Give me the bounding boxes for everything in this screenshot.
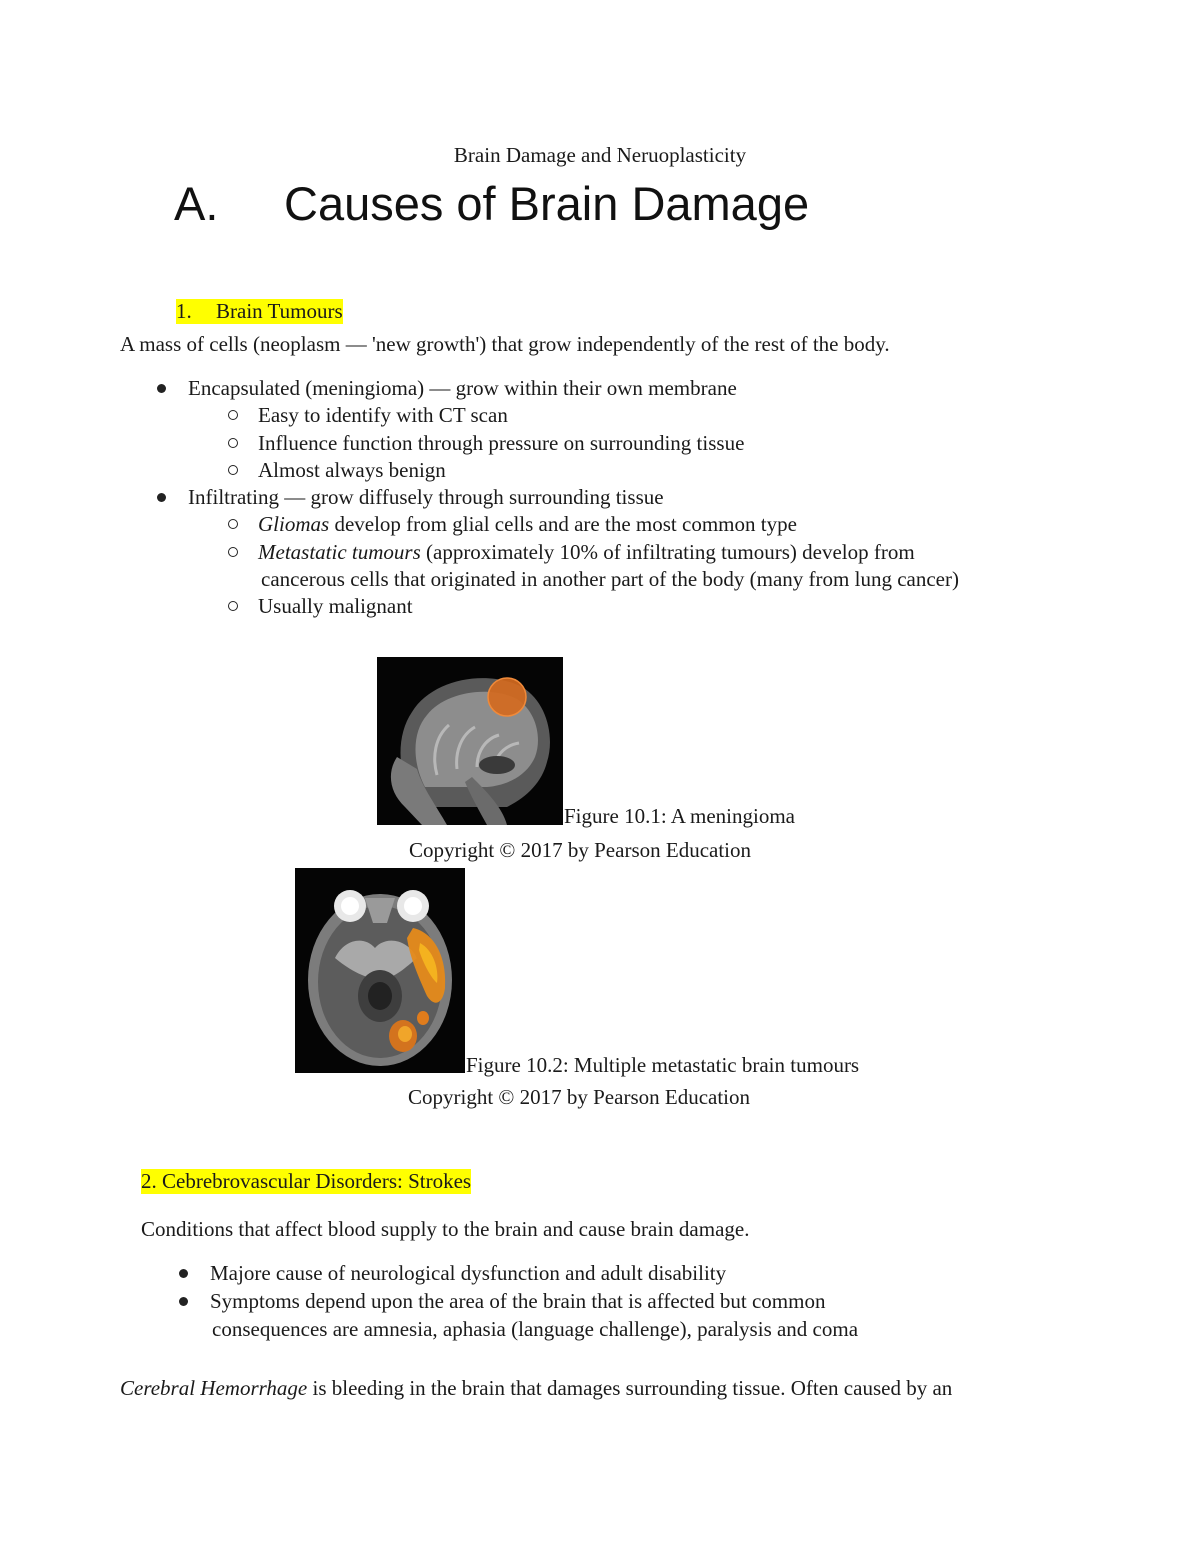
section-heading: [174, 176, 809, 231]
meningioma-mri-image: [377, 657, 563, 825]
section-title: Causes of Brain Damage: [284, 177, 810, 230]
sub-bullet: Almost always benign: [228, 458, 446, 483]
strokes-heading: 2. Cebrebrovascular Disorders: Strokes: [141, 1169, 472, 1193]
circle-bullet-icon: [228, 410, 238, 420]
bullet-icon: [157, 493, 166, 502]
bullet-icon: [157, 384, 166, 393]
sub-bullet: Metastatic tumours (approximately 10% of infiltrating tumours) develop from: [228, 540, 915, 565]
brain-tumours-title: Brain Tumours: [216, 299, 343, 323]
sub-bullet: Influence function through pressure on surrounding tissue: [228, 431, 744, 456]
metastatic-tumour-mri-image: [295, 868, 465, 1073]
document-title: Brain Damage and Neruoplasticity: [453, 143, 747, 167]
hemorrhage-term: Cerebral Hemorrhage: [120, 1376, 308, 1400]
strokes-bullet-continuation: consequences are amnesia, aphasia (language challenge), paralysis and coma: [212, 1317, 859, 1341]
figure-2-copyright: Copyright © 2017 by Pearson Education: [408, 1085, 750, 1109]
bullet-icon: [179, 1269, 188, 1278]
figure-1-copyright: Copyright © 2017 by Pearson Education: [409, 838, 751, 862]
strokes-bullet: Majore cause of neurological dysfunction and adult disability: [179, 1261, 726, 1286]
sub-bullet: Gliomas develop from glial cells and are the most common type: [228, 512, 797, 537]
circle-bullet-icon: [228, 519, 238, 529]
section-letter: A.: [174, 177, 219, 230]
bullet-icon: [179, 1297, 188, 1306]
brain-tumours-definition: A mass of cells (neoplasm — 'new growth') that grow independently of the rest of the body.: [120, 332, 890, 356]
circle-bullet-icon: [228, 547, 238, 557]
strokes-definition: Conditions that affect blood supply to the brain and cause brain damage.: [141, 1217, 750, 1241]
circle-bullet-icon: [228, 438, 238, 448]
circle-bullet-icon: [228, 601, 238, 611]
sub-bullet: Easy to identify with CT scan: [228, 403, 508, 428]
circle-bullet-icon: [228, 465, 238, 475]
hemorrhage-paragraph: Cerebral Hemorrhage is bleeding in the brain that damages surrounding tissue. Often caused by an: [120, 1376, 953, 1400]
figure-2-caption: Figure 10.2: Multiple metastatic brain tumours: [466, 1053, 860, 1077]
brain-tumours-number: 1.: [176, 299, 192, 323]
brain-tumours-heading: [176, 299, 343, 324]
axial-mri-illustration: [295, 868, 465, 1073]
sagittal-mri-illustration: [377, 657, 563, 825]
sub-bullet-continuation: cancerous cells that originated in another part of the body (many from lung cancer): [261, 567, 959, 591]
bullet-encapsulated: Encapsulated (meningioma) — grow within their own membrane: [157, 376, 737, 401]
figure-1-caption: Figure 10.1: A meningioma: [564, 804, 795, 828]
bullet-infiltrating: Infiltrating — grow diffusely through surrounding tissue: [157, 485, 664, 510]
sub-bullet: Usually malignant: [228, 594, 413, 619]
strokes-bullet: Symptoms depend upon the area of the brain that is affected but common: [179, 1289, 825, 1314]
